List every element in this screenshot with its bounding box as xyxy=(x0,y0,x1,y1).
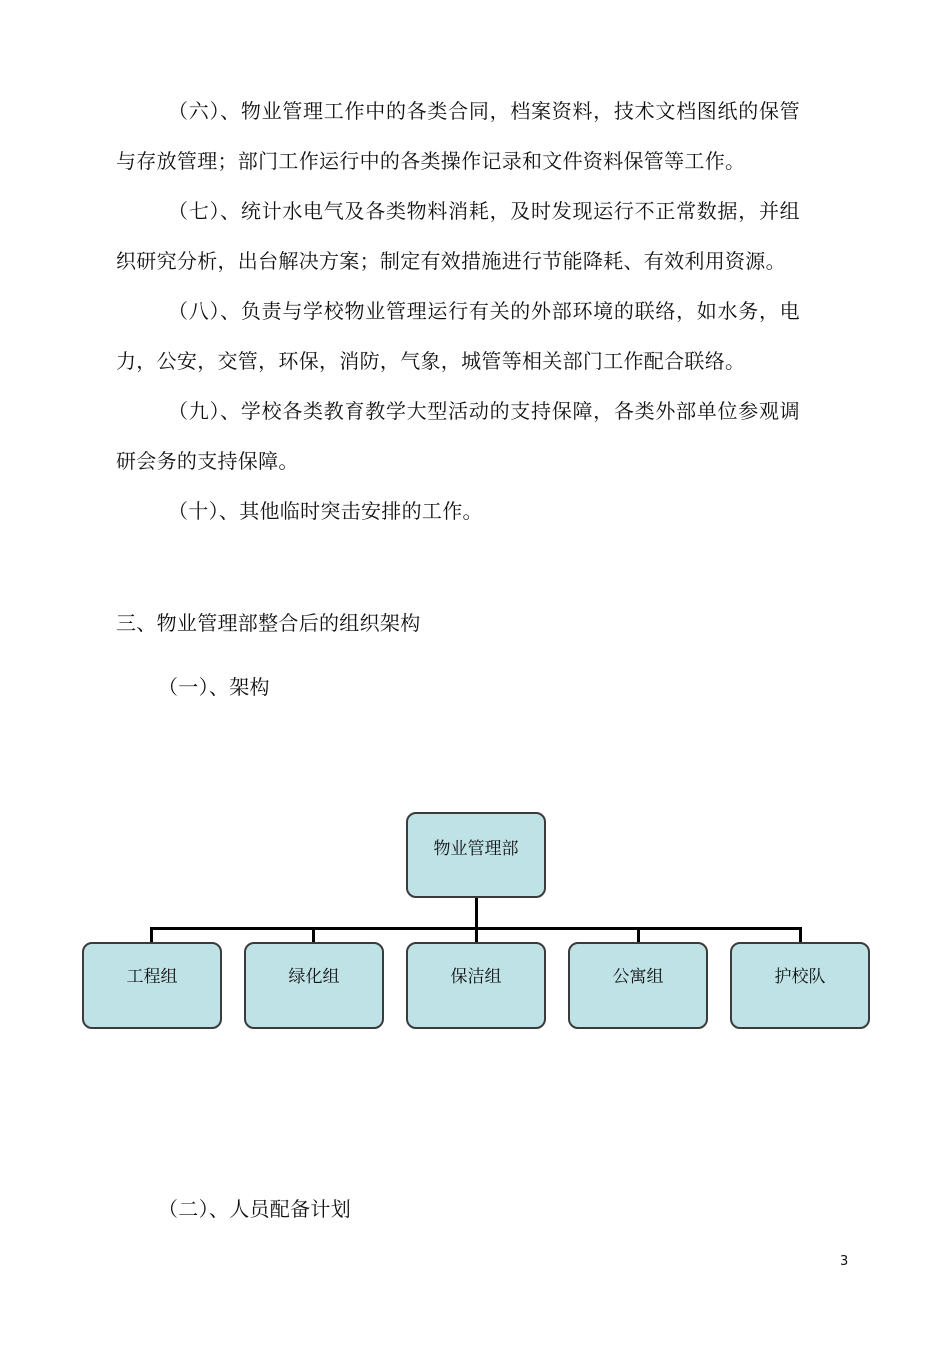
connector-drop-4 xyxy=(637,927,640,943)
paragraph-7-line-2: 织研究分析，出台解决方案；制定有效措施进行节能降耗、有效利用资源。 xyxy=(116,249,786,273)
connector-drop-1 xyxy=(150,927,153,943)
connector-root-trunk xyxy=(475,898,478,930)
org-child-label: 工程组 xyxy=(126,967,178,987)
org-root-label: 物业管理部 xyxy=(433,839,519,859)
org-child-box-engineering xyxy=(82,942,222,1029)
org-child-label: 公寓组 xyxy=(612,967,664,987)
connector-drop-3 xyxy=(475,927,478,943)
paragraph-7-line-1: （七）、统计水电气及各类物料消耗，及时发现运行不正常数据，并组 xyxy=(168,199,800,223)
org-root-box xyxy=(406,812,546,898)
org-child-box-apartment xyxy=(568,942,708,1029)
paragraph-8-line-2: 力，公安，交管，环保，消防，气象，城管等相关部门工作配合联络。 xyxy=(116,349,746,373)
subsection-structure-heading: （一）、架构 xyxy=(158,675,270,699)
connector-drop-2 xyxy=(312,927,315,943)
paragraph-9-line-2: 研会务的支持保障。 xyxy=(116,449,299,473)
paragraph-10-line-1: （十）、其他临时突击安排的工作。 xyxy=(168,499,483,523)
org-child-label: 保洁组 xyxy=(450,967,502,987)
section-title: 三、物业管理部整合后的组织架构 xyxy=(116,611,421,635)
org-child-box-cleaning xyxy=(406,942,546,1029)
paragraph-6-line-1: （六）、物业管理工作中的各类合同，档案资料，技术文档图纸的保管 xyxy=(168,99,800,123)
org-child-label: 护校队 xyxy=(774,967,826,987)
org-child-box-campus-guard xyxy=(730,942,870,1029)
org-child-box-greening xyxy=(244,942,384,1029)
paragraph-9-line-1: （九）、学校各类教育教学大型活动的支持保障，各类外部单位参观调 xyxy=(168,399,800,423)
paragraph-8-line-1: （八）、负责与学校物业管理运行有关的外部环境的联络，如水务，电 xyxy=(168,299,800,323)
paragraph-6-line-2: 与存放管理；部门工作运行中的各类操作记录和文件资料保管等工作。 xyxy=(116,149,746,173)
page-number: 3 xyxy=(840,1254,849,1269)
org-child-label: 绿化组 xyxy=(288,967,340,987)
connector-drop-5 xyxy=(799,927,802,943)
subsection-staffing-heading: （二）、人员配备计划 xyxy=(158,1197,351,1221)
